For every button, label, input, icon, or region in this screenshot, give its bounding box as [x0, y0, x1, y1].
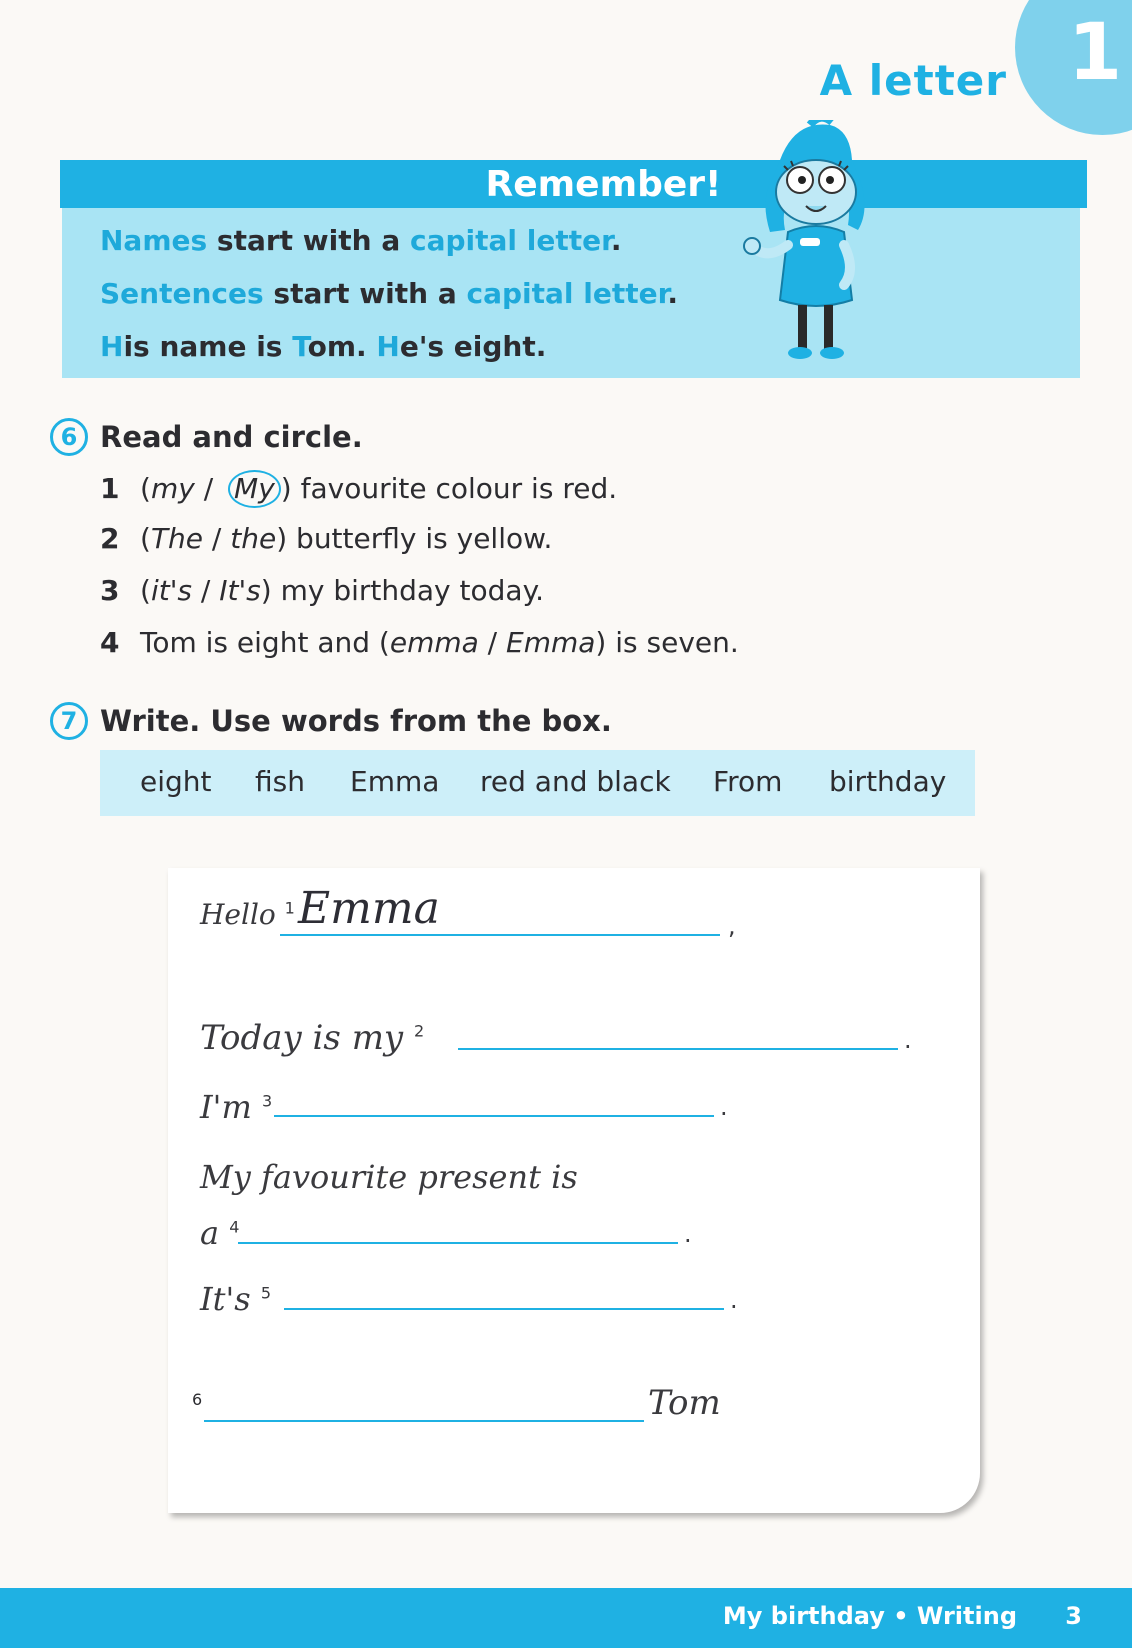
exercise-6-item	[100, 470, 617, 508]
highlight-text: capital letter	[466, 277, 668, 310]
option-2[interactable]: Emma	[506, 626, 596, 659]
highlight-text: Sentences	[100, 277, 264, 310]
item-text: Tom is eight and	[140, 626, 379, 659]
exercise-7-badge: 7	[50, 702, 88, 740]
word-emma: Emma	[350, 765, 440, 798]
answer-line-6[interactable]	[204, 1420, 644, 1422]
option-2[interactable]: It's	[219, 574, 261, 607]
word-eight: eight	[140, 765, 212, 798]
answer-line-2[interactable]	[458, 1048, 898, 1050]
answer-line-5[interactable]	[284, 1308, 724, 1310]
letter-today: Today is my $^2$	[200, 1018, 425, 1058]
option-1[interactable]: The	[150, 522, 204, 555]
rule-1	[100, 224, 622, 257]
item-number: 2	[100, 522, 120, 555]
exercise-6-title: Read and circle.	[100, 420, 363, 454]
letter-card	[168, 868, 980, 1513]
item-text: my birthday today.	[271, 574, 545, 607]
rule-text: .	[610, 224, 622, 257]
letter-greeting: Hello $^1$	[200, 898, 295, 931]
paren: (	[140, 472, 151, 505]
rule-text: .	[667, 277, 679, 310]
period-5: .	[730, 1286, 738, 1314]
option-separator: /	[478, 626, 507, 659]
comma: ,	[728, 912, 736, 940]
page-number: 3	[1065, 1602, 1082, 1630]
letter-its: It's $^5$	[200, 1280, 272, 1318]
page-title: A letter	[819, 56, 1007, 105]
exercise-7-title: Write. Use words from the box.	[100, 704, 612, 738]
paren: (	[140, 574, 151, 607]
item-text: is seven.	[606, 626, 739, 659]
option-1[interactable]: it's	[150, 574, 192, 607]
remember-heading: Remember!	[485, 164, 722, 205]
word-fish: fish	[255, 765, 305, 798]
exercise-6-item	[100, 626, 739, 659]
answer-1: Emma	[298, 883, 440, 934]
footer-text: My birthday • Writing	[722, 1602, 1017, 1630]
letter-present-1: My favourite present is	[200, 1158, 578, 1196]
highlight-text: H	[376, 330, 400, 363]
exercise-6-item	[100, 574, 544, 607]
option-1[interactable]: emma	[389, 626, 479, 659]
option-separator: /	[191, 574, 220, 607]
letter-present-2: a $^4$	[200, 1214, 240, 1252]
word-box	[100, 750, 975, 816]
paren: )	[595, 626, 607, 659]
highlight-text: capital letter	[409, 224, 611, 257]
item-text: favourite colour is red.	[291, 472, 618, 505]
word-from: From	[713, 765, 783, 798]
option-separator: /	[194, 472, 223, 505]
exercise-6-badge: 6	[50, 418, 88, 456]
answer-line-4[interactable]	[238, 1242, 678, 1244]
exercise-6-item	[100, 522, 552, 555]
footer-bar	[0, 1588, 1132, 1648]
item-number: 4	[100, 626, 120, 659]
letter-im: I'm $^3$	[200, 1088, 273, 1126]
answer-line-1[interactable]	[280, 934, 720, 936]
item-number: 3	[100, 574, 120, 607]
rule-text: start with a	[263, 277, 467, 310]
highlight-text: T	[292, 330, 308, 363]
paren: (	[378, 626, 390, 659]
rule-text: e's eight.	[399, 330, 547, 363]
rule-2	[100, 277, 678, 310]
paren: )	[276, 522, 288, 555]
answer-line-3[interactable]	[274, 1115, 714, 1117]
word-birthday: birthday	[829, 765, 947, 798]
letter-signature: Tom	[648, 1383, 721, 1423]
superscript-6: 6	[192, 1390, 203, 1409]
paren: (	[140, 522, 151, 555]
rule-text: om.	[307, 330, 377, 363]
period-2: .	[904, 1026, 912, 1054]
item-number: 1	[100, 472, 120, 505]
rule-text: is name is	[123, 330, 293, 363]
option-1[interactable]: my	[150, 472, 195, 505]
rule-text: start with a	[207, 224, 410, 257]
highlight-text: Names	[100, 224, 208, 257]
paren: )	[260, 574, 272, 607]
word-red-and-black: red and black	[480, 765, 671, 798]
character-illustration	[740, 120, 890, 365]
option-2[interactable]: My	[228, 470, 281, 508]
option-2[interactable]: the	[230, 522, 277, 555]
period-4: .	[684, 1220, 692, 1248]
period-3: .	[720, 1093, 728, 1121]
remember-header-bar	[60, 160, 1087, 208]
rule-3	[100, 330, 546, 363]
item-text: butterfly is yellow.	[287, 522, 553, 555]
unit-number: 1	[1067, 8, 1123, 98]
option-separator: /	[203, 522, 231, 555]
paren: )	[280, 472, 292, 505]
highlight-text: H	[100, 330, 124, 363]
